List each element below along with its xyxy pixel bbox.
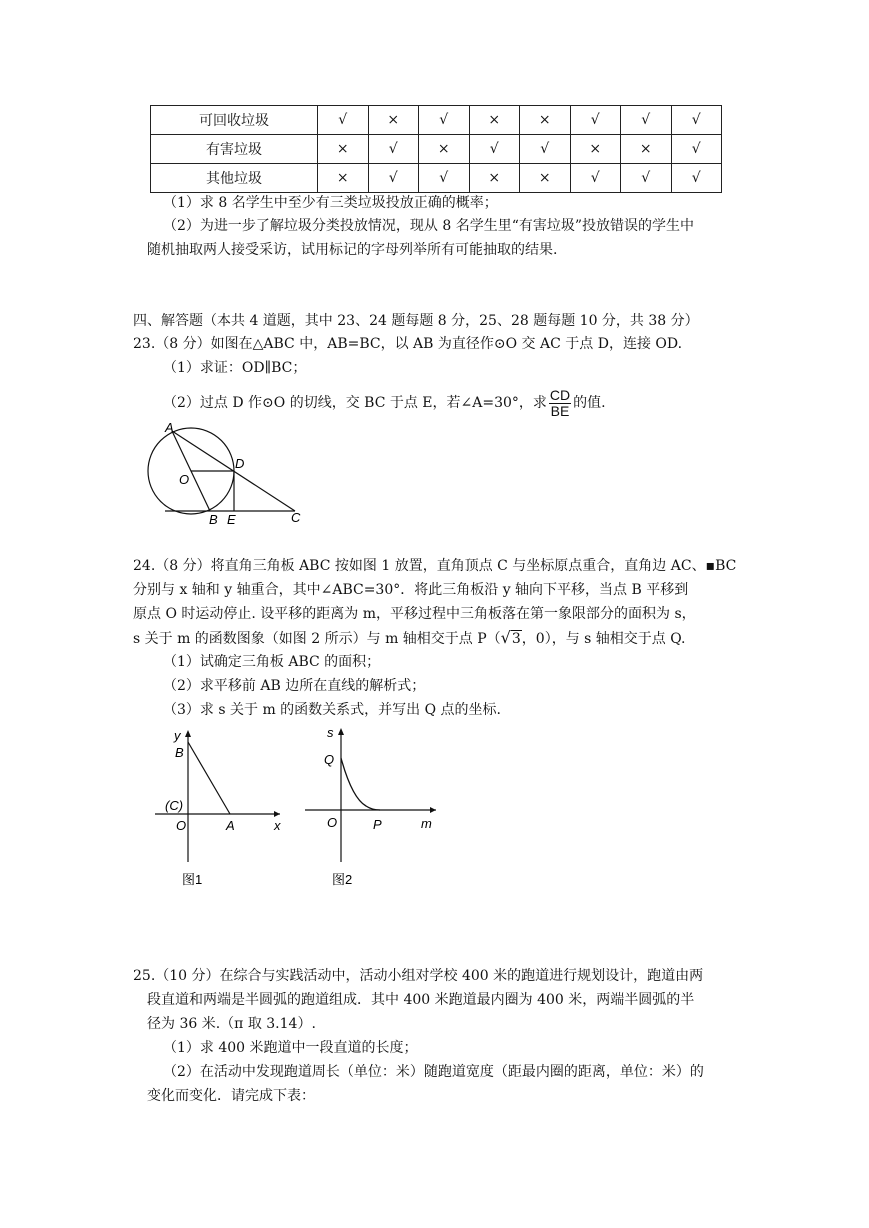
table-cell-mark: √ [671,135,722,164]
table-row [151,164,722,193]
q24-line1: 24.（8 分）将直角三角板 ABC 按如图 1 放置，直角顶点 C 与坐标原点重合，直角边 AC、▪BC [133,558,737,574]
row-category-label: 有害垃圾 [151,135,318,164]
label-x: x [274,818,281,833]
waste-sorting-table [150,105,722,193]
figure-1-caption: 图1 [182,872,203,887]
table-cell-mark: √ [419,164,470,193]
fraction-numerator: CD [549,386,571,403]
q25-sub2-line2: 变化而变化．请完成下表： [147,1088,315,1104]
q24-line2: 分别与 x 轴和 y 轴重合，其中∠ABC=30°．将此三角板沿 y 轴向下平移，当点 B 平移到 [133,582,689,598]
q25-line1: 25.（10 分）在综合与实践活动中，活动小组对学校 400 米的跑道进行规划设计，跑道由两 [133,968,704,984]
table-cell-mark: √ [318,106,369,135]
table-cell-mark: √ [368,164,419,193]
q22-sub1: （1）求 8 名学生中至少有三类垃圾投放正确的概率； [163,195,498,211]
q22-sub2-line1: （2）为进一步了解垃圾分类投放情况，现从 8 名学生里“有害垃圾”投放错误的学生中 [163,218,695,234]
label-q: Q [324,752,335,767]
q23-sub1: （1）求证：OD∥BC； [163,360,307,376]
section-heading: 四、解答题（本共 4 道题，其中 23、24 题每题 8 分，25、28 题每题 10 分，共 38 分） [133,313,699,329]
m-axis-arrow [430,807,436,813]
table-cell-mark: × [469,106,520,135]
label-o: O [179,472,190,487]
q23-circle-figure [145,418,310,530]
s-axis-arrow [338,728,344,735]
row-category-label: 可回收垃圾 [151,106,318,135]
label-a: A [165,420,174,435]
row-category-label: 其他垃圾 [151,164,318,193]
table-row [151,135,722,164]
label-p: P [373,817,382,832]
table-cell-mark: × [318,164,369,193]
q23-sub2-post: 的值. [573,395,606,411]
table-cell-mark: √ [570,164,621,193]
table-cell-mark: √ [621,106,672,135]
label-a: A [226,818,235,833]
label-y: y [174,728,181,743]
q24-sub3: （3）求 s 关于 m 的函数关系式，并写出 Q 点的坐标. [163,702,501,718]
table-cell-mark: × [419,135,470,164]
label-b: B [209,512,218,527]
label-b: B [175,745,184,760]
label-c: (C) [165,798,184,813]
table-cell-mark: × [570,135,621,164]
table-cell-mark: √ [368,135,419,164]
x-axis-arrow [274,811,280,817]
hypotenuse-ab [188,742,230,814]
table-cell-mark: × [520,164,571,193]
label-m: m [421,816,432,831]
table-cell-mark: √ [671,164,722,193]
q25-line2: 段直道和两端是半圆弧的跑道组成．其中 400 米跑道最内圈为 400 米，两端半圆弧的半 [147,992,695,1008]
table-cell-mark: √ [671,106,722,135]
q24-line3: 原点 O 时运动停止. 设平移的距离为 m，平移过程中三角板落在第一象限部分的面积为 s， [133,606,696,622]
q25-sub1: （1）求 400 米跑道中一段直道的长度； [163,1040,418,1056]
label-e: E [227,512,236,527]
table-row [151,106,722,135]
table-cell-mark: √ [570,106,621,135]
table-cell-mark: √ [621,164,672,193]
table-cell-mark: √ [469,135,520,164]
q25-sub2-line1: （2）在活动中发现跑道周长（单位：米）随跑道宽度（距最内圈的距离，单位：米）的 [163,1064,704,1080]
q25-line3: 径为 36 米.（π 取 3.14）. [147,1016,316,1032]
q23-stem: 23.（8 分）如图在△ABC 中，AB=BC，以 AB 为直径作⊙O 交 AC 于点 D，连接 OD. [133,336,683,352]
label-d: D [235,456,245,471]
fraction-cd-be [549,388,571,419]
table-cell-mark: × [520,106,571,135]
table-cell-mark: √ [419,106,470,135]
fraction-denominator: BE [550,402,570,419]
label-o: O [176,818,187,833]
q24-sub1: （1）试确定三角板 ABC 的面积； [163,654,381,670]
figure-2-caption: 图2 [332,872,353,887]
table-cell-mark: × [368,106,419,135]
q24-line4-post: ，0），与 s 轴相交于点 Q. [521,631,686,647]
table-cell-mark: × [469,164,520,193]
s-m-curve [341,758,380,810]
q24-line4-pre: s 关于 m 的函数图象（如图 2 所示）与 m 轴相交于点 P（ [133,631,501,647]
q24-figure-2 [300,722,445,892]
q23-sub2 [163,386,606,420]
sqrt-expression [501,628,522,649]
sqrt-symbol: √ [500,628,511,647]
label-s: s [327,725,334,740]
q24-figure-1 [150,722,290,892]
q23-sub2-pre: （2）过点 D 作⊙O 的切线，交 BC 于点 E，若∠A=30°，求 [163,395,547,411]
table-cell-mark: √ [520,135,571,164]
label-c: C [291,510,301,525]
q22-sub2-line2: 随机抽取两人接受采访，试用标记的字母列举所有可能抽取的结果. [147,242,558,258]
table-cell-mark: × [621,135,672,164]
q24-sub2: （2）求平移前 AB 边所在直线的解析式； [163,678,426,694]
table-cell-mark: × [318,135,369,164]
label-o: O [327,815,338,830]
y-axis-arrow [185,730,191,737]
q24-line4 [133,628,685,649]
sqrt-radicand: 3 [511,631,521,647]
